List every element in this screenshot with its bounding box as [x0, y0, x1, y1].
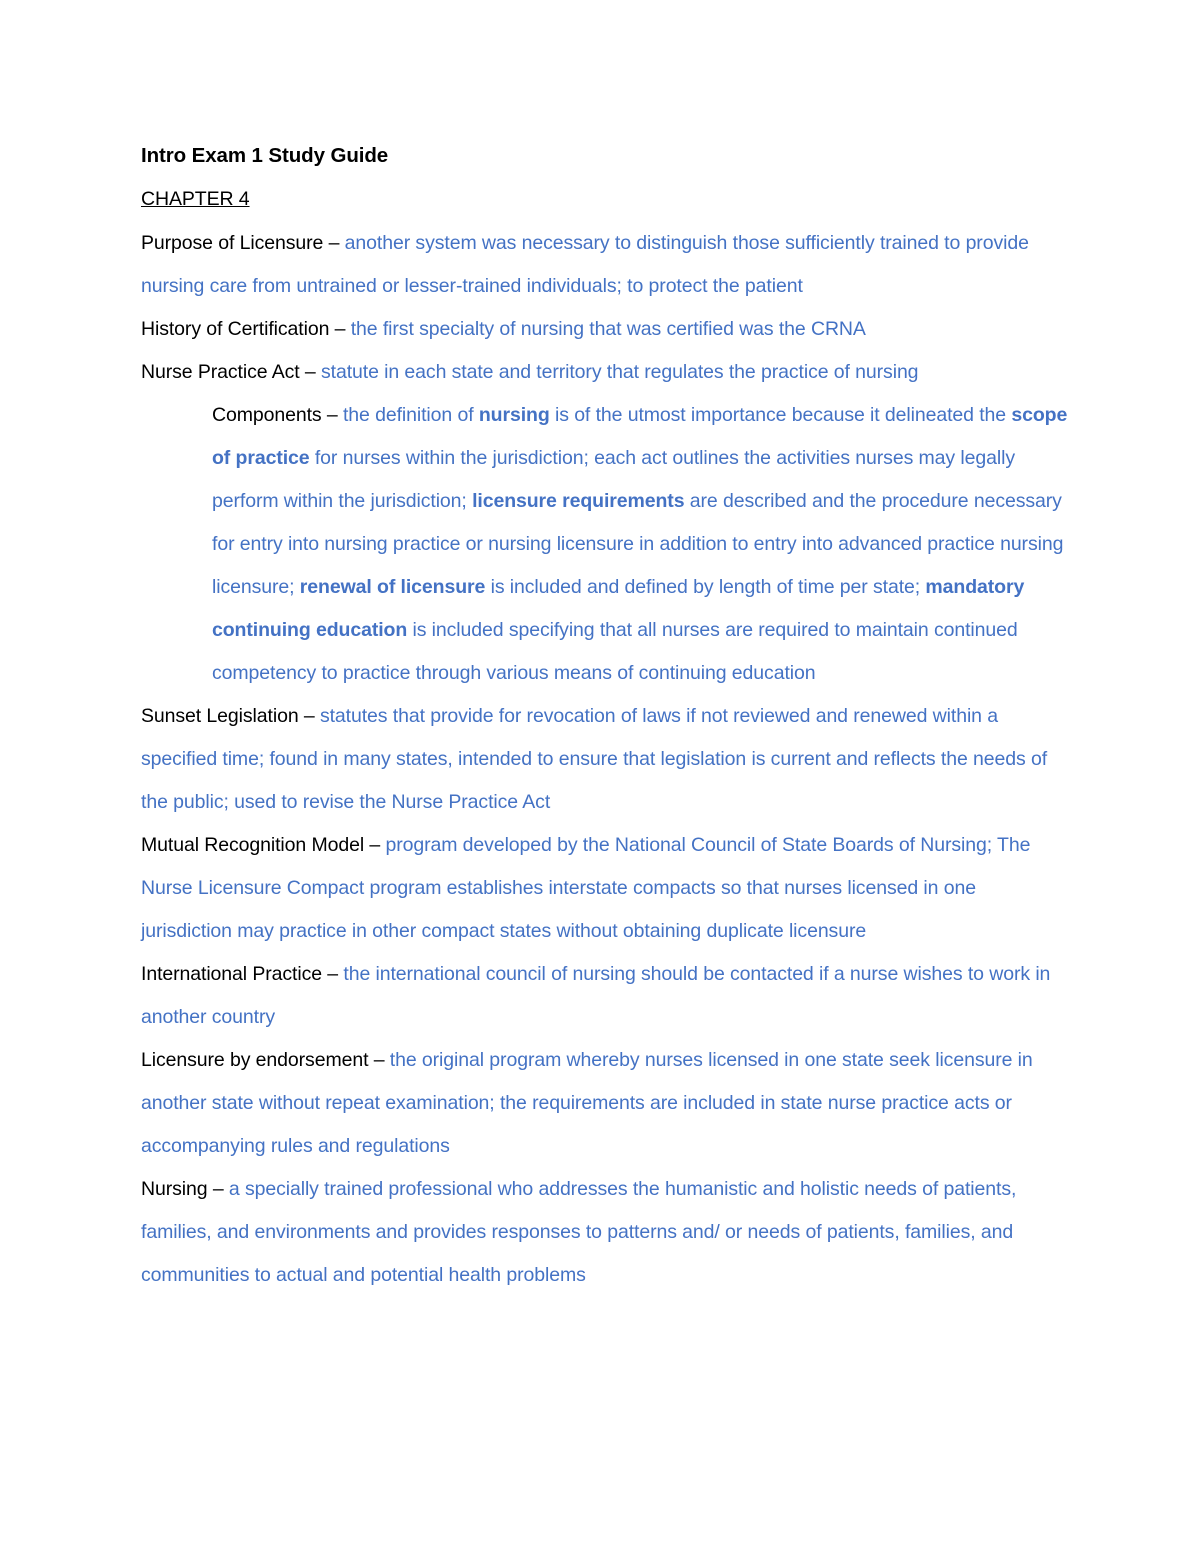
entry-term: Purpose of Licensure	[141, 232, 324, 254]
dash: –	[329, 318, 351, 340]
entry-nurse-practice-act	[141, 351, 1071, 394]
entry-international-practice	[141, 953, 1071, 1039]
entry-nursing	[141, 1168, 1071, 1297]
entry-components	[141, 394, 1071, 695]
entry-term: Nurse Practice Act	[141, 361, 300, 383]
entry-term: Licensure by endorsement	[141, 1049, 369, 1071]
entry-definition-part: is included specifying that all nurses are required to maintain continued competency to practice through various means of continuing education	[212, 619, 1018, 684]
dash: –	[368, 1049, 390, 1071]
bold-keyword: mandatory continuing education	[212, 576, 1025, 641]
entry-term: Components	[212, 404, 322, 426]
entry-term: Sunset Legislation	[141, 705, 299, 727]
entry-definition: the international council of nursing should be contacted if a nurse wishes to work in another country	[141, 963, 1051, 1028]
bold-keyword: licensure requirements	[472, 490, 685, 512]
entry-definition: statute in each state and territory that regulates the practice of nursing	[320, 361, 919, 383]
entry-licensure-by-endorsement	[141, 1039, 1071, 1168]
entry-term: International Practice	[141, 963, 322, 985]
entry-definition: the first specialty of nursing that was certified was the CRNA	[350, 318, 866, 340]
entry-history-of-certification	[141, 308, 1071, 351]
dash: –	[321, 404, 343, 426]
entry-purpose-of-licensure	[141, 222, 1071, 308]
entry-definition-part: the definition of	[342, 404, 479, 426]
bold-keyword: scope of practice	[212, 404, 1068, 469]
chapter-heading: CHAPTER 4	[141, 188, 250, 210]
entry-definition: another system was necessary to distinguish those sufficiently trained to provide nursing care from untrained or lesser-trained individuals; to protect the patient	[141, 232, 1029, 297]
dash: –	[323, 232, 345, 254]
entry-mutual-recognition-model	[141, 824, 1071, 953]
entry-definition: statutes that provide for revocation of laws if not reviewed and renewed within a specified time; found in many states, intended to ensure that legislation is current and reflects the needs of the public; used to revise the Nurse Practice Act	[141, 705, 1048, 813]
dash: –	[207, 1178, 229, 1200]
dash: –	[321, 963, 344, 985]
entry-definition-part: are described and the procedure necessary for entry into nursing practice or nursing licensure in addition to entry into advanced practice nursing licensure;	[212, 490, 1064, 598]
entry-term: History of Certification	[141, 318, 330, 340]
document-body	[141, 136, 1071, 1297]
entry-definition: the original program whereby nurses licensed in one state seek licensure in another state without repeat examination; the requirements are included in state nurse practice acts or accompanying rules and regulations	[141, 1049, 1033, 1157]
entry-term: Nursing	[141, 1178, 208, 1200]
entry-definition-part: is of the utmost importance because it delineated the	[549, 404, 1012, 426]
dash: –	[299, 361, 321, 383]
document-title: Intro Exam 1 Study Guide	[141, 144, 389, 167]
dash: –	[298, 705, 320, 727]
entry-sunset-legislation	[141, 695, 1071, 824]
dash: –	[364, 834, 386, 856]
entry-definition-part: for nurses within the jurisdiction; each act outlines the activities nurses may legally perform within the jurisdiction;	[212, 447, 1015, 512]
entry-definition: a specially trained professional who addresses the humanistic and holistic needs of patients, families, and environments and provides responses to patterns and/ or needs of patients, families, and communities to actual and potential health problems	[141, 1178, 1017, 1286]
entry-term: Mutual Recognition Model	[141, 834, 365, 856]
bold-keyword: renewal of licensure	[299, 576, 486, 598]
entry-definition: program developed by the National Council of State Boards of Nursing; The Nurse Licensure Compact program establishes interstate compacts so that nurses licensed in one jurisdiction may practice in other compact states without obtaining duplicate licensure	[141, 834, 1031, 942]
entry-definition-part: is included and defined by length of time per state;	[485, 576, 926, 598]
bold-keyword: nursing	[478, 404, 550, 426]
